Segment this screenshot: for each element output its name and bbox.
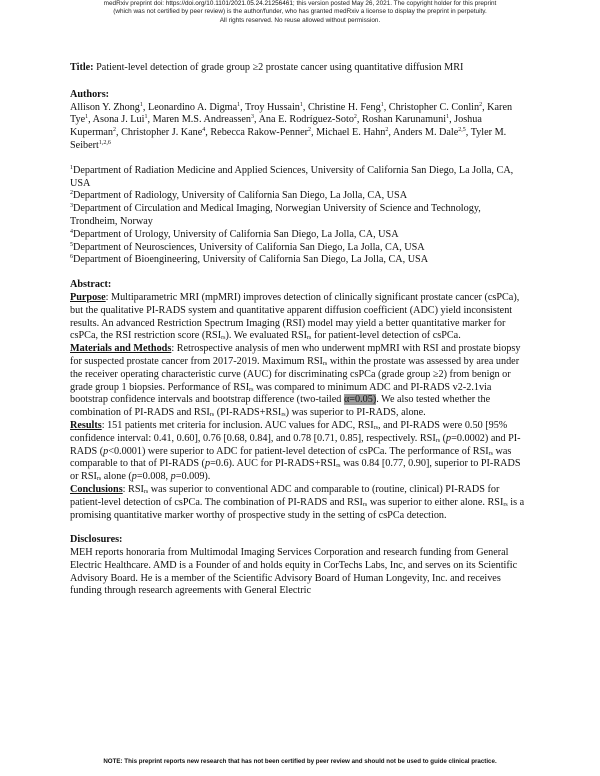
author-separator: ,: [240, 101, 246, 113]
subscript: rs: [209, 412, 215, 419]
results-label: Results: [70, 419, 102, 431]
author-affiliation-number: 1: [144, 114, 148, 121]
affiliation-list: [70, 165, 530, 267]
header-line-1-prefix: medRxiv preprint doi:: [103, 0, 166, 7]
author-separator: ,: [254, 114, 259, 126]
p-symbol: p: [170, 471, 176, 483]
author-name: Leonardino A. Digma: [148, 101, 238, 113]
subscript: rs: [373, 424, 378, 431]
purpose-label: Purpose: [70, 291, 106, 303]
p-symbol: p: [103, 445, 109, 457]
results-text: =0.0002) and PI-RADS (: [70, 432, 521, 457]
affiliation: [70, 203, 530, 229]
author-name: Anders M. Dale: [392, 127, 459, 139]
author-name: Allison Y. Zhong: [70, 101, 140, 113]
affiliation-number: 6: [70, 254, 73, 261]
header-line-1: [0, 0, 600, 8]
author-affiliation-number: 1: [380, 101, 384, 108]
p-symbol: p: [446, 432, 452, 444]
purpose-text: ). We evaluated RSI: [225, 330, 308, 342]
author-name: Joshua Kuperman: [70, 114, 482, 139]
purpose-text: : Multiparametric MRI (mpMRI) improves detection of clinically significant prostate cancer (csPCa), but the qualitative PI-RADS system and quantitative apparent diffusion coefficient (ADC) yield inconsistent results. An advanced Restriction Spectrum Imaging (RSI) model may yield a better quantitative marker for csPCa, the RSI restriction score (RSI: [70, 291, 520, 342]
header-line-3: All rights reserved. No reuse allowed without permission.: [219, 16, 381, 24]
subscript: rs: [307, 335, 312, 342]
author-separator: ,: [302, 101, 308, 113]
disclosures-text: MEH reports honoraria from Multimodal Imaging Services Corporation and research funding from General Electric Healthcare. AMD is a Founder of and holds equity in CorTechs Labs, Inc, and serves on its Scientific Advisory Board. He is a member of the Scientific Advisory Board of Human Longevity, Inc. and receives funding through research agreements with General Electric: [70, 547, 518, 597]
author-name: Karen Tye: [70, 101, 513, 126]
affiliation-text: Department of Radiology, University of California San Diego, La Jolla, CA, USA: [73, 190, 408, 202]
author-name: Tyler M. Seibert: [70, 127, 507, 151]
results-text: , and PI-RADS were 0.50 [95% confidence interval: 0.41, 0.60], 0.76 [0.68, 0.84], and 0.78 [0.71, 0.85], respectively. RSI: [70, 419, 508, 444]
author-affiliation-number: 1: [299, 101, 303, 108]
conclusions-text: is a promising quantitative marker worthy of prospective study in the setting of csPCa detection.: [70, 496, 525, 521]
conclusions-label: Conclusions: [70, 483, 123, 495]
methods-label: Materials and Methods: [70, 343, 172, 355]
author-affiliation-number: 3: [251, 114, 255, 121]
affiliation-text: Department of Circulation and Medical Imaging, Norwegian University of Science and Technology, Trondheim, Norway: [70, 203, 481, 227]
author-affiliation-number: 1: [446, 114, 450, 121]
abstract-results: [70, 420, 530, 484]
affiliation-number: 4: [70, 228, 73, 235]
author-affiliation-number: 2: [113, 127, 116, 134]
affiliation-text: Department of Bioengineering, University of California San Diego, La Jolla, CA, USA: [73, 254, 429, 266]
author-affiliation-number: 2,5: [458, 127, 466, 134]
author: [308, 102, 389, 113]
methods-text: : Retrospective analysis of men who underwent mpMRI with RSI and prostate biopsy for suspected prostate cancer from 2017-2019. Maximum RSI: [70, 343, 521, 367]
conclusions-text: : RSI: [122, 483, 144, 495]
results-text: (: [440, 432, 447, 444]
paper-title: Patient-level detection of grade group ≥2 prostate cancer using quantitative diffusion MRI: [96, 62, 464, 73]
authors-heading: Authors:: [70, 88, 110, 100]
affiliation: [70, 242, 530, 255]
author: [148, 102, 245, 113]
author: [389, 102, 487, 113]
author: [93, 114, 153, 125]
conclusions-text: was superior to either alone. RSI: [367, 496, 504, 508]
results-text: =0.6). AUC for PI-RADS+RSI: [210, 458, 337, 470]
author: [121, 127, 210, 138]
results-text: =0.008,: [136, 471, 171, 483]
author: [153, 114, 259, 125]
author: [245, 102, 308, 113]
results-text: alone (: [101, 471, 132, 483]
author-separator: ,: [356, 114, 363, 126]
affiliation-number: 2: [70, 190, 73, 197]
abstract-purpose: [70, 292, 530, 343]
paper-body: [70, 62, 530, 598]
author-separator: ,: [142, 101, 148, 113]
affiliation-number: 5: [70, 241, 73, 248]
author-name: Christine H. Feng: [307, 101, 381, 113]
author-name: Rebecca Rakow-Penner: [210, 127, 308, 139]
author-separator: ,: [88, 114, 93, 126]
methods-text: . We also tested whether the combination of PI-RADS and RSI: [70, 394, 491, 419]
author: [316, 127, 393, 138]
author-affiliation-number: 2: [479, 101, 483, 108]
author-separator: ,: [465, 127, 471, 139]
author: [259, 114, 362, 125]
doi-link[interactable]: https://doi.org/10.1101/2021.05.24.21256461: [165, 0, 293, 7]
affiliation-text: Department of Urology, University of California San Diego, La Jolla, CA, USA: [73, 228, 399, 240]
p-symbol: p: [131, 471, 137, 483]
abstract-conclusions: [70, 484, 530, 522]
conclusions-text: was superior to conventional ADC and comparable to (routine, clinical) PI-RADS for patient-level detection of csPCa. The combination of PI-RADS and RSI: [70, 483, 500, 508]
author-name: Troy Hussain: [245, 101, 300, 113]
affiliation: [70, 165, 530, 191]
title-label: Title:: [70, 62, 94, 73]
author-name: Maren M.S. Andreassen: [152, 114, 252, 126]
author-separator: ,: [449, 114, 455, 126]
author-name: Christopher J. Kane: [121, 127, 203, 139]
author: [393, 127, 471, 138]
results-text: was 0.84 [0.77, 0.90], superior to PI-RADS or RSI: [70, 458, 521, 483]
author: [70, 102, 148, 113]
header-line-2: (which was not certified by peer review) is the author/funder, who has granted medRxiv a license to display the preprint in perpetuity.: [113, 8, 487, 16]
author-affiliation-number: 1: [139, 101, 143, 108]
results-text: <0.0001) were superior to ADC for patient-level detection of csPCa. The performance of RSI: [108, 445, 489, 457]
author: [210, 127, 316, 138]
subscript: rs: [503, 501, 508, 508]
affiliation: [70, 229, 530, 242]
preprint-header: [0, 0, 600, 25]
subscript: rs: [322, 360, 328, 367]
author-name: Roshan Karunamuni: [362, 114, 447, 126]
author-separator: ,: [388, 127, 393, 139]
author-separator: ,: [383, 101, 389, 113]
author-separator: ,: [147, 114, 153, 126]
author-affiliation-number: 1: [237, 101, 241, 108]
author-separator: ,: [116, 127, 122, 139]
author-affiliation-number: 2: [385, 127, 389, 134]
methods-text: within the prostate was assessed by area under the receiver operating characteristic curve (AUC) for discriminating csPCa (grade group ≥2) from benign or grade group 1 biopsies. Performance of RSI: [70, 355, 520, 393]
subscript: rs: [249, 386, 254, 393]
purpose-text: for patient-level detection of csPCa.: [311, 330, 461, 342]
abstract-methods: [70, 343, 530, 420]
results-text: =0.009).: [175, 471, 211, 483]
subscript: rs: [96, 476, 102, 483]
methods-text: (PI-RADS+RSI: [214, 407, 282, 419]
author-affiliation-number: 1,2,6: [98, 139, 111, 146]
title-block: [70, 62, 530, 75]
affiliation: [70, 254, 530, 267]
header-line-1-suffix: ; this version posted May 26, 2021. The copyright holder for this preprint: [292, 0, 497, 7]
affiliation-text: Department of Radiation Medicine and Applied Sciences, University of California San Diego, La Jolla, CA, USA: [70, 164, 514, 189]
author-name: Christopher C. Conlin: [388, 101, 480, 113]
methods-text: ) was superior to PI-RADS, alone.: [285, 407, 426, 419]
methods-text: was compared to minimum ADC and PI-RADS v2-2.1via bootstrap confidence intervals and bootstrap difference (two-tailed: [70, 381, 492, 406]
author: [362, 114, 454, 125]
author-separator: ,: [482, 101, 488, 113]
author-affiliation-number: 4: [202, 127, 206, 134]
preprint-footer-note: NOTE: This preprint reports new research that has not been certified by peer review and should not be used to guide clinical practice.: [103, 758, 497, 765]
author-separator: ,: [310, 127, 317, 139]
affiliation-text: Department of Neurosciences, University of California San Diego, La Jolla, CA, USA: [73, 241, 425, 253]
author-affiliation-number: 2: [307, 127, 311, 134]
disclosures-heading: Disclosures:: [70, 534, 123, 546]
subscript: rs: [281, 412, 286, 419]
subscript: rs: [435, 437, 441, 444]
affiliation-number: 3: [70, 203, 73, 210]
affiliation: [70, 190, 530, 203]
author-name: Asona J. Lui: [92, 114, 145, 126]
author-name: Michael E. Hahn: [316, 127, 386, 139]
author-list: [70, 102, 530, 153]
subscript: rs: [336, 463, 341, 470]
subscript: rs: [221, 335, 226, 342]
results-text: : 151 patients met criteria for inclusion. AUC values for ADC, RSI: [101, 419, 374, 431]
abstract-heading: Abstract:: [70, 279, 112, 291]
author-affiliation-number: 1: [85, 114, 89, 121]
highlighted-alpha: α=0.05): [343, 394, 377, 406]
p-symbol: p: [204, 458, 211, 470]
author-separator: ,: [205, 127, 211, 139]
subscript: rs: [488, 450, 493, 457]
results-text: was comparable to that of PI-RADS (: [70, 445, 512, 470]
subscript: rs: [362, 501, 368, 508]
affiliation-number: 1: [70, 164, 73, 171]
subscript: rs: [143, 488, 149, 495]
author-name: Ana E. Rodríguez-Soto: [258, 114, 354, 126]
author-affiliation-number: 2: [353, 114, 357, 121]
